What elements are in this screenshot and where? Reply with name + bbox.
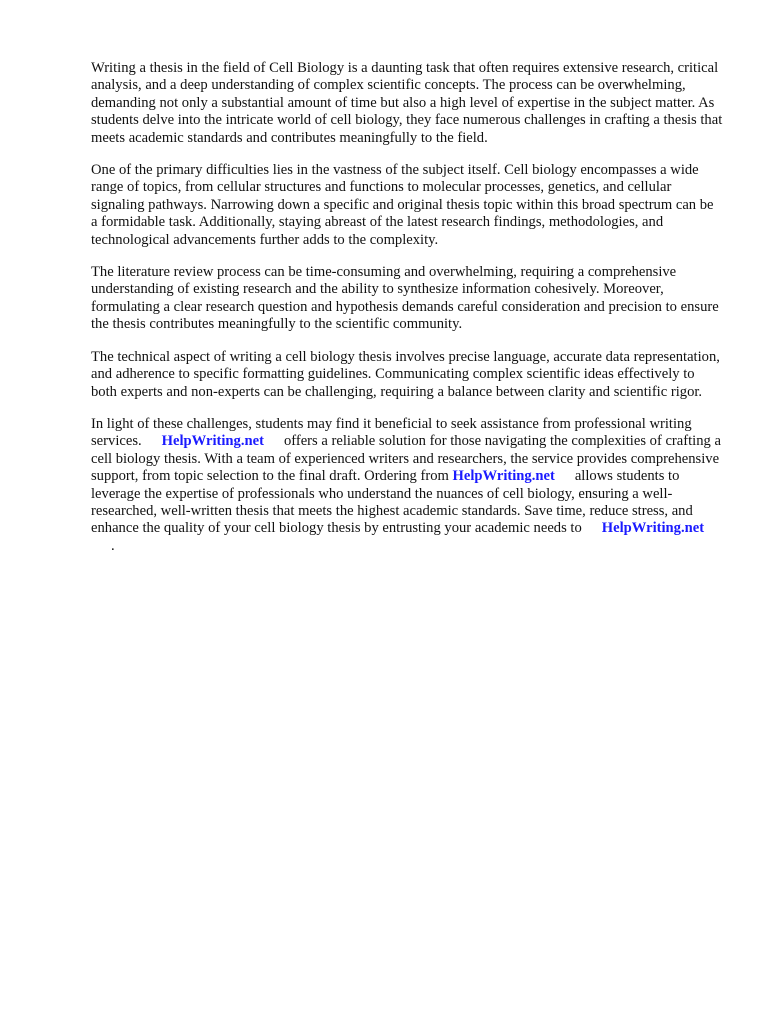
paragraph-difficulties: One of the primary difficulties lies in the vastness of the subject itself. Cell biology encompasses a wide range of topics, from cellular structures and functions to molecular processes, genetics, and cellular signaling pathways. Narrowing down a specific and original thesis topic within this broad spectrum can be a formidable task. Additionally, staying abreast of the latest research findings, methodologies, and technological advancements further adds to the complexity. [91,162,714,248]
helpwriting-link-1[interactable]: HelpWriting.net [161,433,264,450]
assistance-text-3: allows students to leverage the expertise of professionals who understand the nuances of cell biology, ensuring a well-researched, well-written thesis that meets the highest academic standards. Save time, reduce stress, and enhance the quality of your cell biology thesis by entrusting your academic needs to [91,468,693,537]
assistance-text-1: In light of these challenges, students may find it beneficial to seek assistance from professional writing services. [91,415,692,450]
paragraph-technical-aspect: The technical aspect of writing a cell biology thesis involves precise language, accurate data representation, and adherence to specific formatting guidelines. Communicating complex scientific ideas effectively to both experts and non-experts can be challenging, requiring a balance between clarity and scientific rigor. [91,348,720,400]
assistance-text-end: . [111,537,115,554]
document-body [91,60,723,570]
helpwriting-link-2[interactable]: HelpWriting.net [452,468,555,485]
helpwriting-link-3[interactable]: HelpWriting.net [601,520,705,537]
paragraph-intro: Writing a thesis in the field of Cell Biology is a daunting task that often requires extensive research, critical analysis, and a deep understanding of complex scientific concepts. The process can be overwhelming, demanding not only a substantial amount of time but also a high level of expertise in the subject matter. As students delve into the intricate world of cell biology, they face numerous challenges in crafting a thesis that meets academic standards and contributes meaningfully to the field. [91,60,723,146]
paragraph-assistance [91,416,723,555]
paragraph-literature-review: The literature review process can be time-consuming and overwhelming, requiring a comprehensive understanding of existing research and the ability to synthesize information cohesively. Moreover, formulating a clear research question and hypothesis demands careful consideration and precision to ensure the thesis contributes meaningfully to the scientific community. [91,264,719,333]
assistance-text-2: offers a reliable solution for those navigating the complexities of crafting a cell biology thesis. With a team of experienced writers and researchers, the service provides comprehensive support, from topic selection to the final draft. Ordering from [91,433,721,485]
